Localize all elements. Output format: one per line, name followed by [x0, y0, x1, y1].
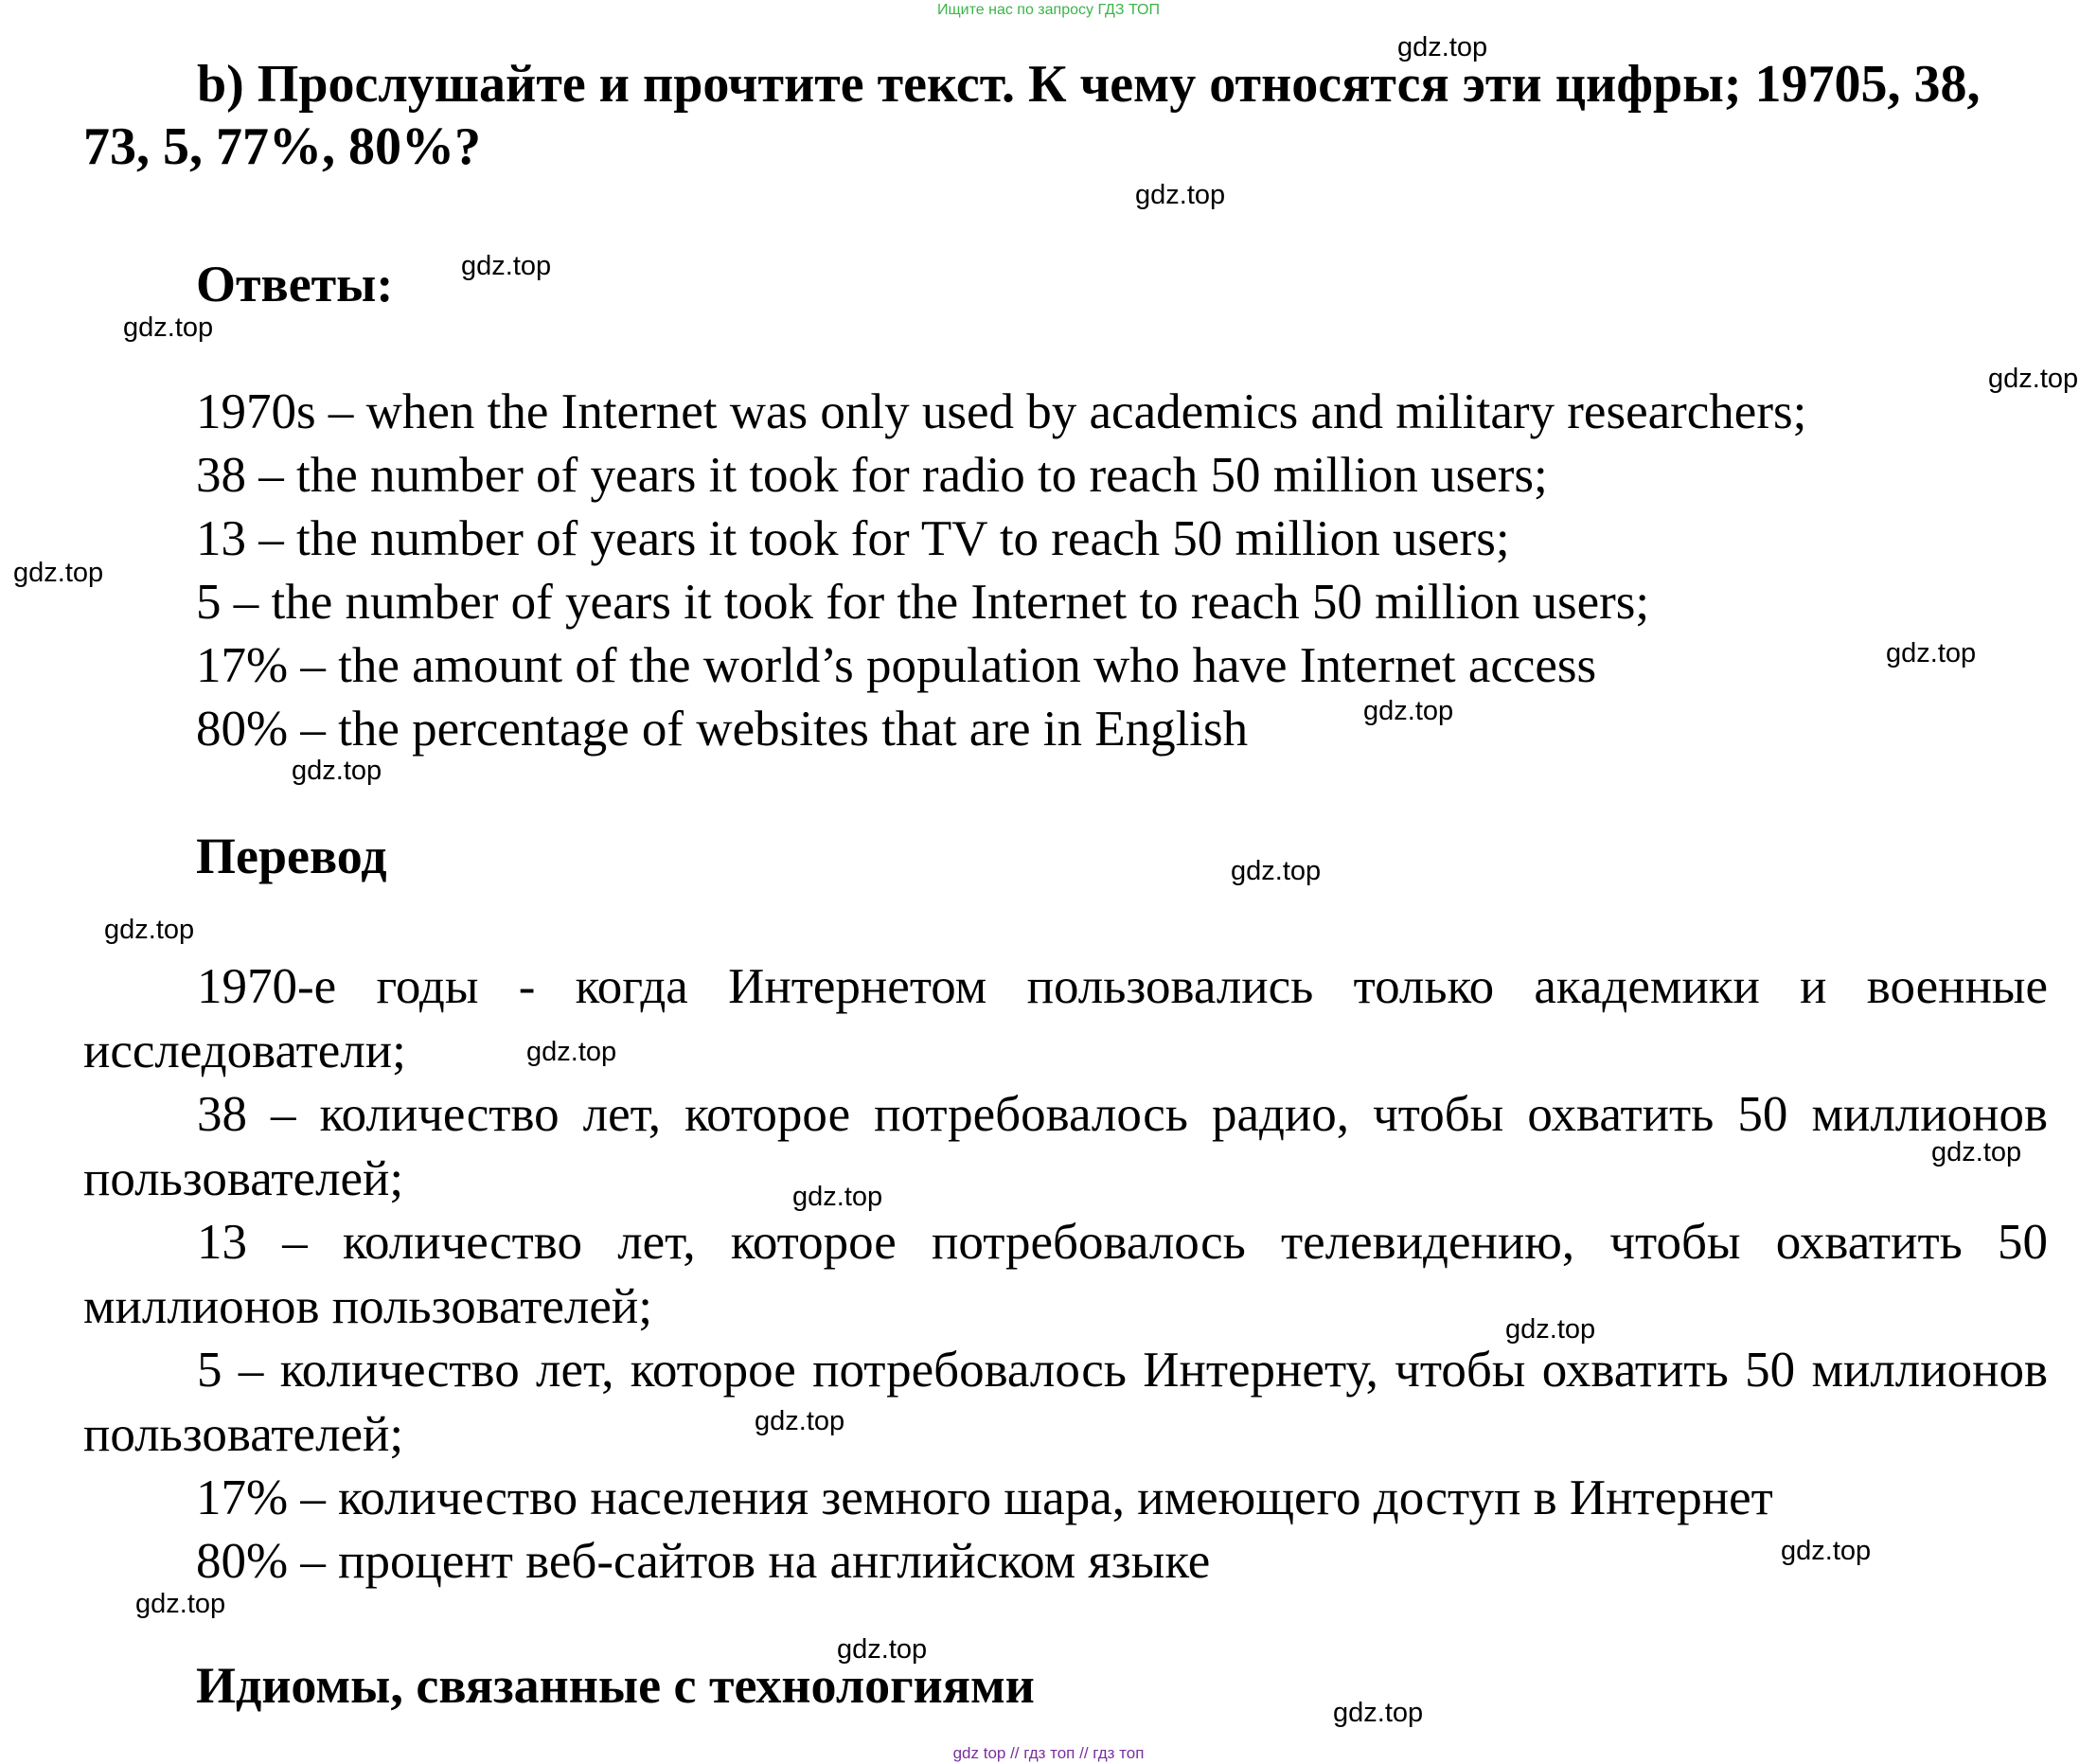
watermark: gdz.top: [1397, 32, 1488, 62]
watermark: gdz.top: [13, 558, 104, 588]
top-banner[interactable]: Ищите нас по запросу ГДЗ ТОП: [937, 2, 1160, 18]
task-instruction: b) Прослушайте и прочтите текст. К чему относятся эти цифры; 19705, 38, 73, 5, 77%, 80%?: [83, 55, 1981, 176]
answer-line: 80% – the percentage of websites that are in English: [196, 702, 1249, 757]
watermark: gdz.top: [292, 756, 382, 786]
translation-line: 1970-е годы - когда Интернетом пользовались только академики и военные исследователи;: [83, 959, 2048, 1078]
watermark: gdz.top: [1231, 856, 1322, 886]
watermark: gdz.top: [792, 1182, 883, 1212]
watermark: gdz.top: [123, 312, 214, 343]
translation-heading: Перевод: [196, 828, 387, 884]
answer-line: 5 – the number of years it took for the Internet to reach 50 million users;: [196, 575, 1650, 630]
answer-line: 1970s – when the Internet was only used by academics and military researchers;: [196, 384, 1807, 439]
translation-line: 13 – количество лет, которое потребовалось телевидению, чтобы охватить 50 миллионов пользователей;: [83, 1215, 2048, 1334]
watermark: gdz.top: [755, 1406, 845, 1436]
watermark: gdz.top: [526, 1037, 617, 1067]
watermark: gdz.top: [461, 251, 552, 281]
watermark: gdz.top: [1886, 638, 1977, 668]
translation-line: 80% – процент веб-сайтов на английском языке: [196, 1534, 1211, 1589]
watermark: gdz.top: [1505, 1314, 1596, 1345]
translation-line: 38 – количество лет, которое потребовалось радио, чтобы охватить 50 миллионов пользователей;: [83, 1087, 2048, 1206]
answer-line: 13 – the number of years it took for TV to reach 50 million users;: [196, 511, 1510, 566]
watermark: gdz.top: [1988, 364, 2079, 394]
watermark: gdz.top: [1781, 1536, 1872, 1566]
watermark: gdz.top: [135, 1589, 226, 1619]
answers-heading: Ответы:: [196, 256, 394, 312]
answer-line: 17% – the amount of the world’s population who have Internet access: [196, 638, 1597, 693]
idioms-heading: Идиомы, связанные с технологиями: [196, 1657, 1035, 1714]
watermark: gdz.top: [1333, 1698, 1424, 1728]
watermark: gdz.top: [1931, 1137, 2022, 1167]
bottom-banner[interactable]: gdz top // гдз топ // гдз топ: [952, 1744, 1145, 1762]
watermark: gdz.top: [837, 1634, 928, 1665]
translation-line: 17% – количество населения земного шара, имеющего доступ в Интернет: [196, 1470, 1773, 1525]
watermark: gdz.top: [104, 915, 195, 945]
translation-line: 5 – количество лет, которое потребовалось Интернету, чтобы охватить 50 миллионов пользователей;: [83, 1343, 2048, 1462]
watermark: gdz.top: [1363, 696, 1454, 726]
watermark: gdz.top: [1135, 180, 1226, 210]
answer-line: 38 – the number of years it took for radio to reach 50 million users;: [196, 448, 1548, 503]
